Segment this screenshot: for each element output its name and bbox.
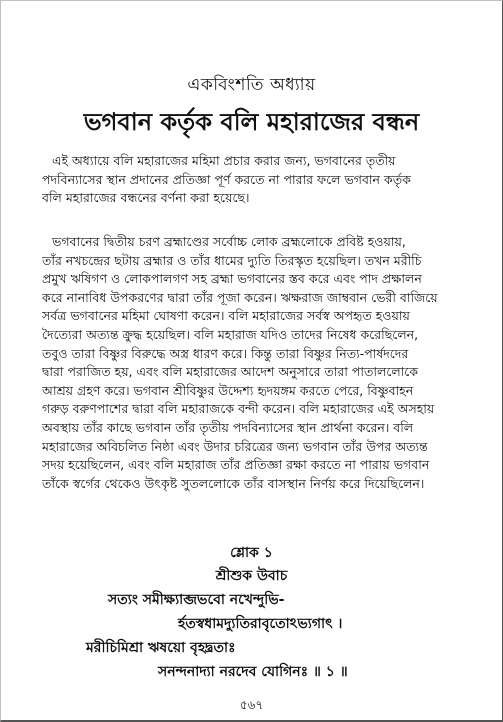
text-line: দ্বারা পরাজিত হয়, এবং বলি মহারাজের আদেশ অনুসারে তারা পাতাললোকে bbox=[42, 364, 419, 380]
summary-paragraph-2 bbox=[42, 233, 482, 493]
text-line: করে নানাবিধ উপকরণের দ্বারা তাঁর পূজা করেন। ঋক্ষরাজ জাম্ববান ভেরী বাজিয়ে bbox=[42, 289, 438, 305]
text-line: এই অধ্যায়ে বলি মহারাজের মহিমা প্রচার করার জন্য, ভগবানের তৃতীয় bbox=[52, 153, 396, 168]
text-line: সদয় হয়েছিলেন, এবং বলি মহারাজ তাঁর প্রতিজ্ঞা রক্ষা করতে না পারায় ভগবান bbox=[42, 457, 430, 473]
chapter-title: ভগবান কর্তৃক বলি মহারাজের বন্ধন bbox=[83, 108, 420, 136]
verse-line: মরীচিমিশ্রা ঋষয়ো বৃহদ্ব্রতাঃ bbox=[86, 640, 236, 656]
text-line: তাঁর নখচন্দ্রের ছটায় ব্রহ্মার ও তাঁর ধামের দ্যুতি তিরস্কৃত হয়েছিল। তখন মরীচি bbox=[42, 252, 422, 268]
text-line: সর্বত্র ভগবানের মহিমা ঘোষণা করেন। বলি মহারাজের সর্বস্ব অপহৃত হওয়ায় bbox=[42, 308, 410, 324]
page-number: ৫৬৭ bbox=[239, 698, 264, 712]
text-line: আশ্রয় গ্রহণ করে। ভগবান শ্রীবিষ্ণুর উদ্দেশ্য হৃদয়ঙ্গম করতে পেরে, বিষ্ণুবাহন bbox=[42, 382, 414, 398]
text-line: তাঁকে স্বর্গের থেকেও উৎকৃষ্ট সুতললোকে তাঁর বাসস্থান নির্ণয় করে দিয়েছিলেন। bbox=[42, 475, 425, 491]
chapter-label: একবিংশতি অধ্যায় bbox=[187, 75, 316, 95]
verse-line: র্হতস্বধামদ্যুতিরাবৃতোঽভ্যগাৎ । bbox=[178, 616, 343, 632]
text-line: প্রমুখ ঋষিগণ ও লোকপালগণ সহ ব্রহ্মা ভগবানের স্তব করে এবং পাদ প্রক্ষালন bbox=[42, 271, 422, 287]
text-line: মহারাজের অবিচলিত নিষ্ঠা এবং উদার চরিত্রের জন্য ভগবান তাঁর উপর অত্যন্ত bbox=[42, 438, 428, 454]
verse-line: সত্যং সমীক্ষ্যাব্জভবো নখেন্দুভি- bbox=[108, 592, 285, 608]
text-line: বলি মহারাজের বন্ধনের বর্ণনা করা হয়েছে। bbox=[42, 190, 250, 206]
summary-paragraph-1 bbox=[42, 152, 482, 208]
text-line: ভগবানের দ্বিতীয় চরণ ব্রহ্মাণ্ডের সর্বোচ্চ লোক ব্রহ্মলোকে প্রবিষ্ট হওয়ায়, bbox=[52, 234, 406, 249]
text-line: অবস্থায় তাঁর কাছে ভগবান তাঁর তৃতীয় পদবিন্যাসের স্থান প্রার্থনা করেন। বলি bbox=[42, 419, 414, 435]
verse-number: শ্লোক ১ bbox=[230, 545, 273, 561]
verse-line: সনন্দনাদ্যা নরদেব যোগিনঃ ॥ ১ ॥ bbox=[158, 664, 348, 680]
text-line: গরুড় বরুণপাশের দ্বারা বলি মহারাজকে বন্দী করেন। বলি মহারাজের এই অসহায় bbox=[42, 401, 435, 417]
text-line: পদবিন্যাসের স্থান প্রদানের প্রতিজ্ঞা পূর্ণ করতে না পারার ফলে ভগবান কর্তৃক bbox=[42, 171, 411, 187]
verse-speaker: শ্রীশুক উবাচ bbox=[215, 568, 288, 584]
text-line: তবুও তারা বিষ্ণুর বিরুদ্ধে অস্ত্র ধারণ করে। কিন্তু তারা বিষ্ণুর নিত্য-পার্ষদদের bbox=[42, 345, 409, 361]
text-line: দৈত্যেরা অত্যন্ত ক্রুদ্ধ হয়েছিল। বলি মহারাজ যদিও তাদের নিষেধ করেছিলেন, bbox=[42, 326, 419, 342]
